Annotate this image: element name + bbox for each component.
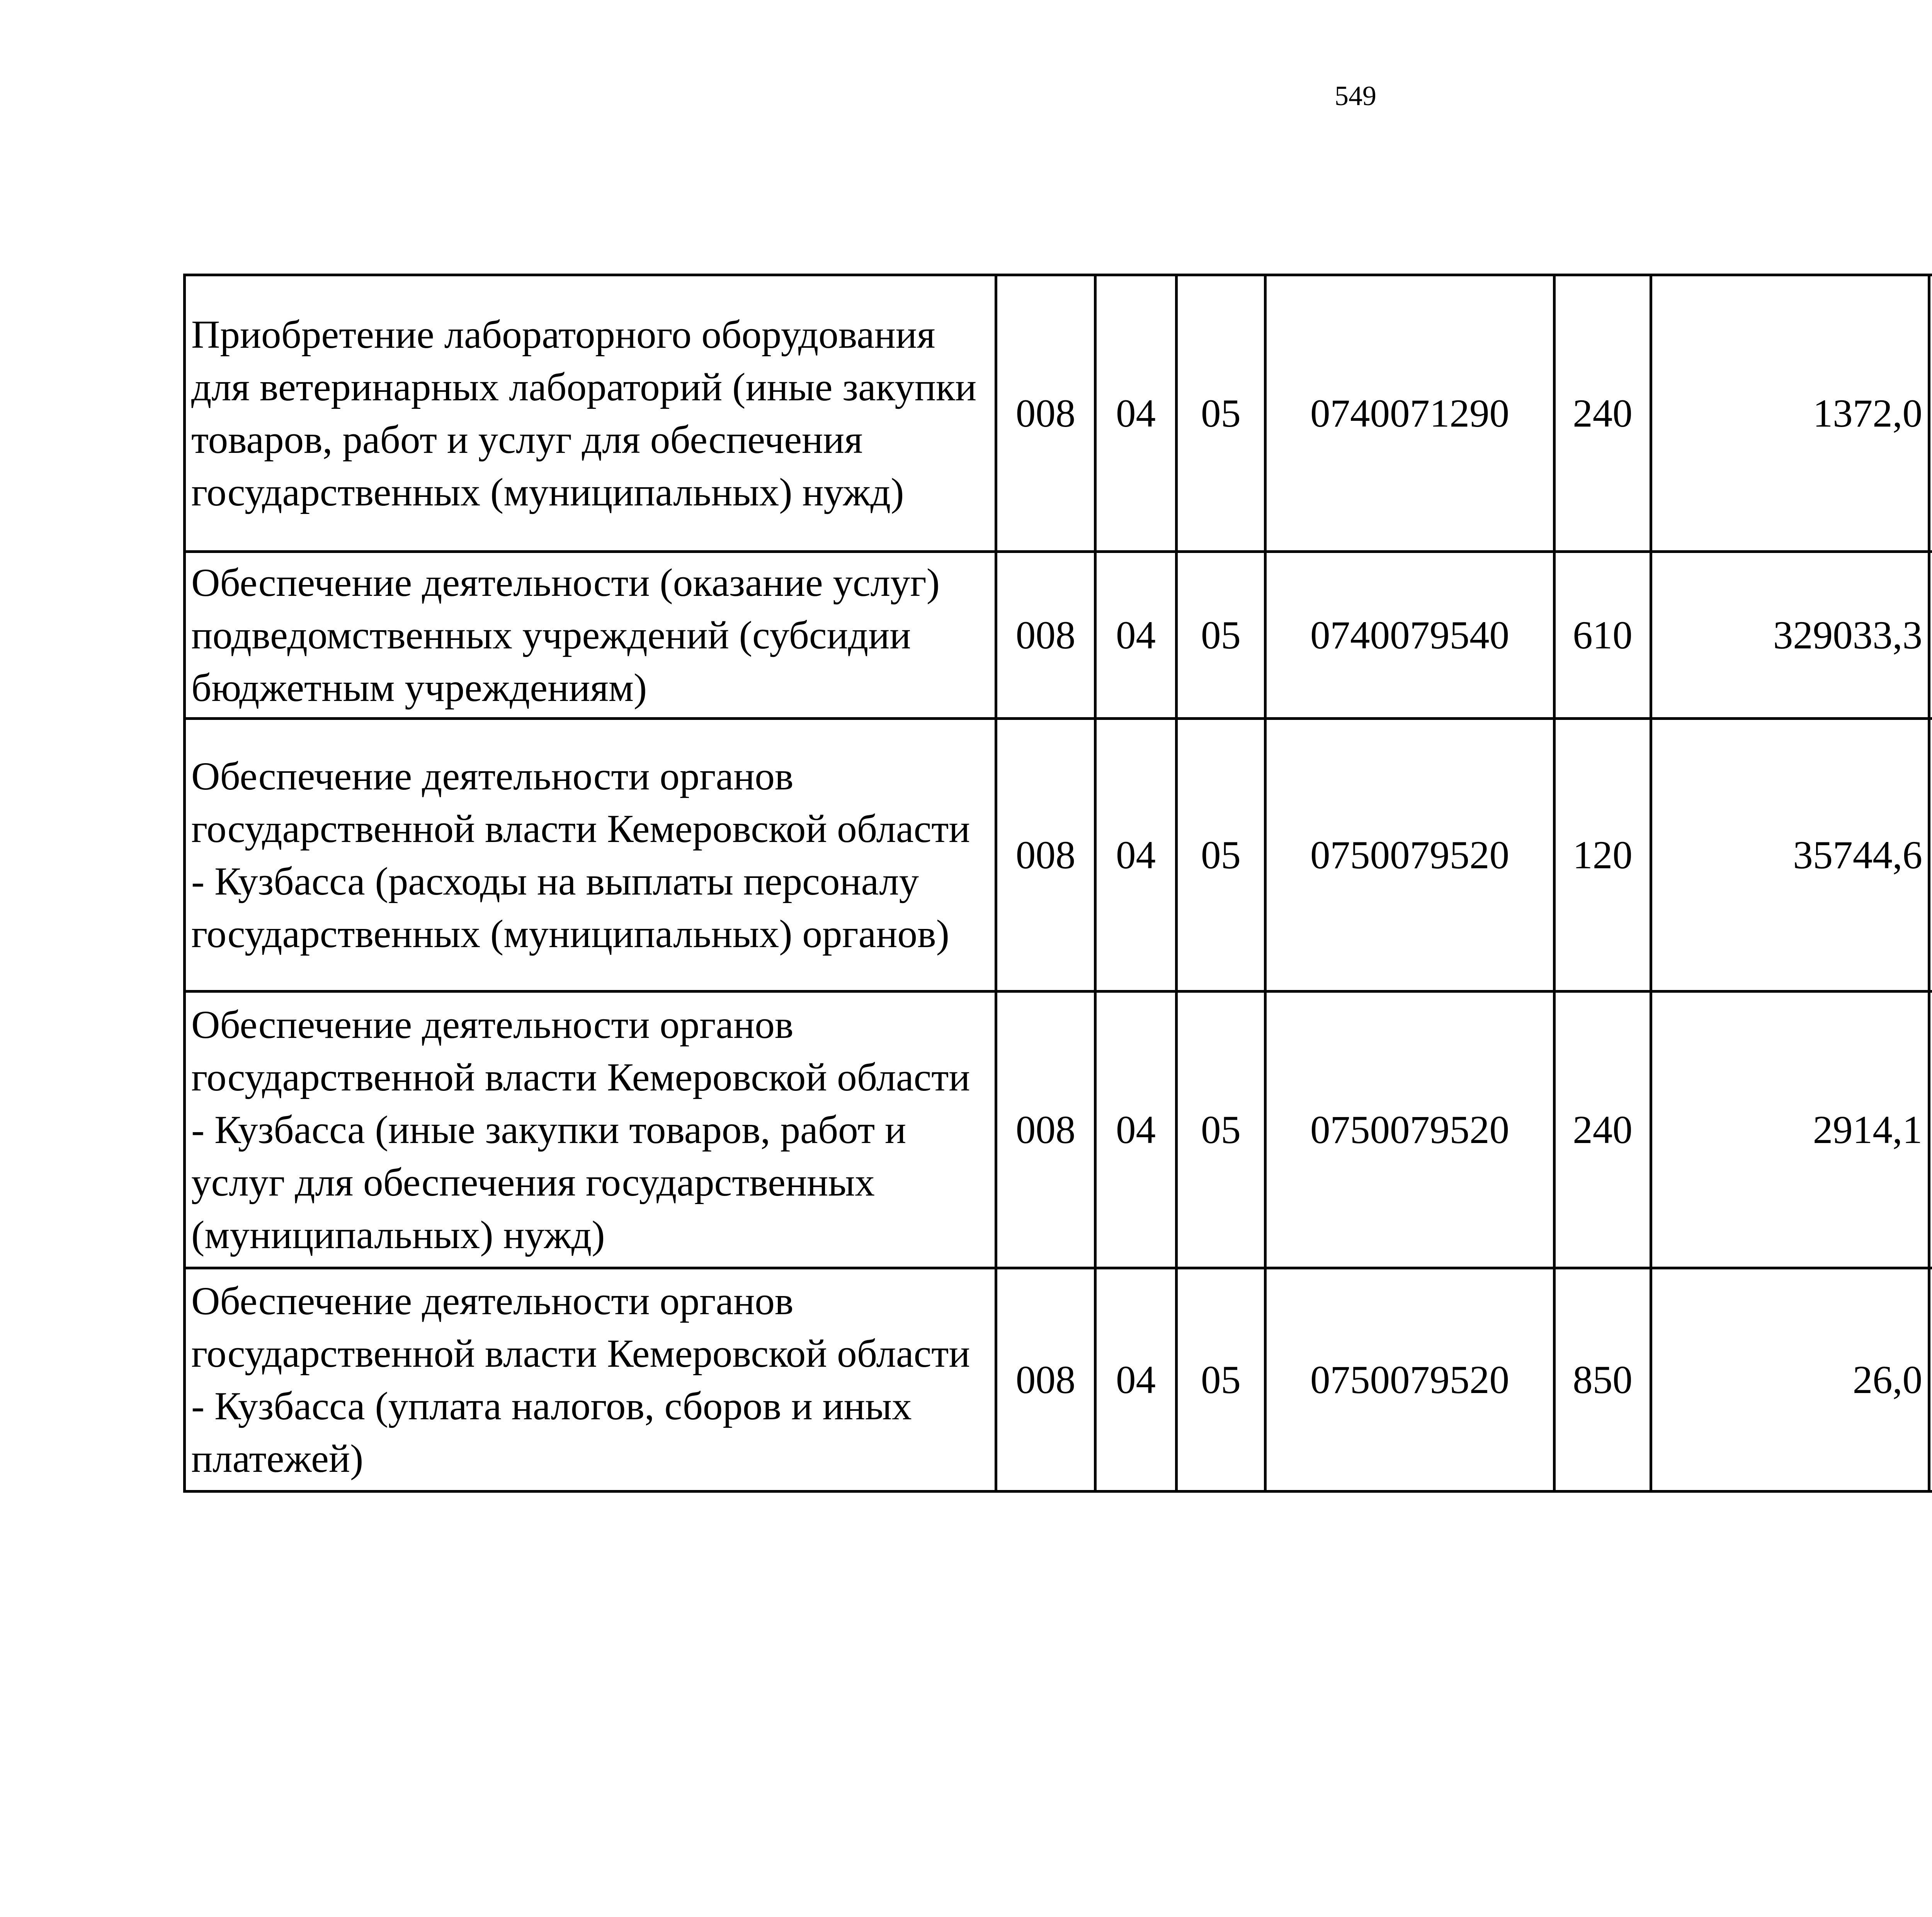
section-code: 04	[1095, 552, 1177, 719]
expense-type-code: 240	[1554, 992, 1651, 1268]
page-number: 549	[1335, 80, 1376, 111]
ministry-code: 008	[996, 1268, 1095, 1492]
target-article-code: 0740071290	[1265, 275, 1554, 552]
table-row	[185, 719, 1932, 992]
amount-year-2	[1929, 1268, 1932, 1492]
amount-year-1: 26,0	[1651, 1268, 1929, 1492]
subsection-code: 05	[1177, 719, 1265, 992]
amount-year-2	[1929, 552, 1932, 719]
row-description: Обеспечение деятельности органов государственной власти Кемеровской области - Кузбасса (уплата налогов, сборов и иных платежей)	[185, 1268, 996, 1492]
amount-year-2	[1929, 992, 1932, 1268]
expense-type-code: 120	[1554, 719, 1651, 992]
row-description: Обеспечение деятельности органов государственной власти Кемеровской области - Кузбасса (иные закупки товаров, работ и услуг для обеспечения государственных (муниципальных) нужд)	[185, 992, 996, 1268]
ministry-code: 008	[996, 719, 1095, 992]
expense-type-code: 610	[1554, 552, 1651, 719]
ministry-code: 008	[996, 552, 1095, 719]
row-description: Приобретение лабораторного оборудования для ветеринарных лабораторий (иные закупки товаров, работ и услуг для обеспечения государственных (муниципальных) нужд)	[185, 275, 996, 552]
target-article-code: 0750079520	[1265, 719, 1554, 992]
section-code: 04	[1095, 275, 1177, 552]
target-article-code: 0750079520	[1265, 992, 1554, 1268]
target-article-code: 0740079540	[1265, 552, 1554, 719]
subsection-code: 05	[1177, 275, 1265, 552]
section-code: 04	[1095, 719, 1177, 992]
subsection-code: 05	[1177, 552, 1265, 719]
subsection-code: 05	[1177, 992, 1265, 1268]
section-code: 04	[1095, 1268, 1177, 1492]
ministry-code: 008	[996, 992, 1095, 1268]
amount-year-1: 35744,6	[1651, 719, 1929, 992]
table-row	[185, 552, 1932, 719]
ministry-code: 008	[996, 275, 1095, 552]
table-row	[185, 1268, 1932, 1492]
amount-year-1: 2914,1	[1651, 992, 1929, 1268]
target-article-code: 0750079520	[1265, 1268, 1554, 1492]
table-row	[185, 992, 1932, 1268]
subsection-code: 05	[1177, 1268, 1265, 1492]
amount-year-2	[1929, 275, 1932, 552]
expense-type-code: 240	[1554, 275, 1651, 552]
row-description: Обеспечение деятельности (оказание услуг) подведомственных учреждений (субсидии бюджетным учреждениям)	[185, 552, 996, 719]
row-description: Обеспечение деятельности органов государственной власти Кемеровской области - Кузбасса (расходы на выплаты персоналу государственных (муниципальных) органов)	[185, 719, 996, 992]
budget-table	[183, 274, 1932, 1493]
expense-type-code: 850	[1554, 1268, 1651, 1492]
table-row	[185, 275, 1932, 552]
section-code: 04	[1095, 992, 1177, 1268]
amount-year-1: 1372,0	[1651, 275, 1929, 552]
amount-year-1: 329033,3	[1651, 552, 1929, 719]
amount-year-2	[1929, 719, 1932, 992]
